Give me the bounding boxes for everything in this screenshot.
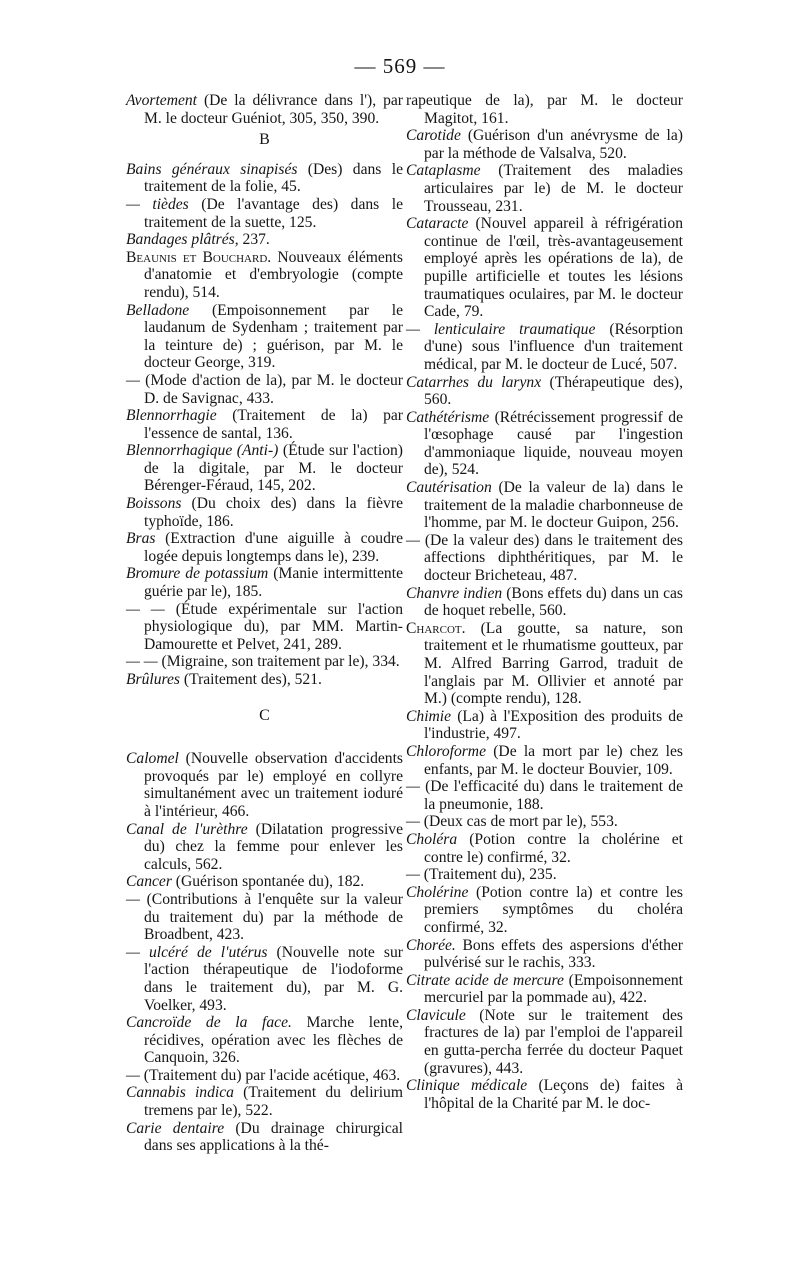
- index-entry: [126, 530, 403, 565]
- entry-heading: Calomel: [126, 750, 179, 768]
- entry-text: (Empoisonnement par le laudanum de Sydenham ; traitement par la teinture de) ; guérison, par M. le docteur George, 319.: [144, 301, 403, 372]
- entry-heading: —: [126, 1066, 140, 1084]
- entry-heading: Blennorrhagique (Anti-): [126, 442, 279, 460]
- entry-heading: —: [406, 866, 420, 884]
- entry-text: (Thérapeutique des), 560.: [424, 373, 683, 409]
- entry-text: (Guérison spontanée du), 182.: [171, 873, 365, 891]
- entry-text: (Deux cas de mort par le), 553.: [419, 813, 618, 831]
- entry-text: rapeutique de la), par M. le docteur Magitot, 161.: [406, 92, 683, 127]
- entry-text: (Traitement du delirium tremens par le), 522.: [144, 1084, 403, 1120]
- index-entry: [126, 1120, 403, 1155]
- entry-text: Marche lente, récidives, opération avec les flèches de Canquoin, 326.: [144, 1014, 403, 1067]
- entry-heading: —: [406, 778, 420, 796]
- entry-heading: Cataplasme: [406, 162, 481, 180]
- index-entry: [126, 196, 403, 231]
- index-entry: [406, 127, 683, 162]
- index-entry: [406, 778, 683, 813]
- entry-text: (Traitement de la) par l'essence de santal, 136.: [144, 407, 403, 442]
- entry-heading: Cautérisation: [406, 479, 492, 497]
- entry-heading: Bains généraux sinapisés: [126, 160, 298, 178]
- index-entry: [126, 1014, 403, 1067]
- entry-heading: —: [126, 371, 140, 389]
- entry-text: (De l'efficacité du) dans le traitement de la pneumonie, 188.: [419, 778, 683, 813]
- entry-text: (Traitement des), 521.: [180, 671, 322, 688]
- entry-text: (De la valeur des) dans le traitement des affections diphthéritiques, par M. le docteur Bricheteau, 487.: [419, 531, 683, 585]
- entry-heading: Chimie: [406, 707, 452, 725]
- index-entry: [406, 374, 683, 409]
- entry-heading: Chorée.: [406, 936, 456, 954]
- entry-text: (Traitement des maladies articulaires par le) de M. le docteur Trousseau, 231.: [424, 162, 683, 215]
- index-entry: [406, 972, 683, 1007]
- entry-heading: Beaunis et Bouchard.: [126, 248, 272, 266]
- index-entry: [406, 708, 683, 743]
- entry-heading: Cancroïde de la face.: [126, 1014, 292, 1032]
- index-entry: [406, 1007, 683, 1077]
- index-entry: [126, 944, 403, 1014]
- entry-text: (Extraction d'une aiguille à coudre logée depuis longtemps dans le), 239.: [144, 530, 403, 565]
- index-entry: [406, 162, 683, 215]
- entry-text: (Des) dans le traitement de la folie, 45.: [144, 160, 403, 196]
- entry-text: Bons effets des aspersions d'éther pulvérisé sur le rachis, 333.: [424, 936, 683, 972]
- entry-heading: —: [406, 813, 420, 831]
- entry-heading: Cancer: [126, 873, 172, 891]
- spacer: [126, 689, 403, 703]
- index-entry: [126, 161, 403, 196]
- index-entry: [126, 372, 403, 407]
- entry-text: (Note sur le traitement des fractures de la) par l'emploi de l'appareil en gutta-percha ferrée du docteur Paquet (gravures), 443.: [424, 1006, 683, 1077]
- entry-heading: —: [126, 890, 140, 908]
- entry-heading: Chanvre indien: [406, 584, 503, 602]
- entry-text: (Étude expérimentale sur l'action physiologique du), par MM. Martin-Damourette et Pelvet, 241, 289.: [144, 600, 403, 653]
- index-entry: [406, 813, 683, 831]
- index-entry: [126, 821, 403, 874]
- index-entry: [406, 620, 683, 708]
- index-entry: [126, 92, 403, 127]
- entry-text: (Nouvelle note sur l'action thérapeutique de l'iodoforme dans le traitement du), par M. G. Voelker, 493.: [144, 943, 403, 1014]
- index-entry: [126, 601, 403, 654]
- entry-heading: Bromure de potassium: [126, 565, 269, 583]
- page-number: — 569 —: [354, 54, 446, 78]
- entry-heading: Cathétérisme: [406, 408, 490, 426]
- entry-text: (De la délivrance dans l'), par M. le docteur Guéniot, 305, 350, 390.: [144, 92, 403, 127]
- entry-text: (Leçons de) faites à l'hôpital de la Charité par M. le doc-: [424, 1077, 683, 1112]
- entry-text: (Mode d'action de la), par M. le docteur D. de Savignac, 433.: [139, 371, 403, 407]
- entry-text: (Résorption d'une) sous l'influence d'un traitement médical, par M. le docteur de Lucé, 507.: [424, 320, 684, 373]
- index-entry: [126, 442, 403, 495]
- entry-text: (Contributions à l'enquête sur la valeur du traitement du) par la méthode de Broadbent, 423.: [139, 890, 403, 944]
- entry-text: (Nouvelle observation d'accidents provoqués par le) employé en collyre simultanément avec un traitement ioduré à l'intérieur, 466.: [144, 750, 403, 820]
- index-entry: [406, 215, 683, 321]
- index-entry: [406, 866, 683, 884]
- entry-heading: — —: [126, 653, 158, 671]
- entry-text: (Potion contre la) et contre les premiers symptômes du choléra confirmé, 32.: [424, 883, 683, 936]
- index-entry: [406, 409, 683, 479]
- entry-heading: Blennorrhagie: [126, 407, 217, 425]
- spacer: [126, 736, 403, 750]
- entry-heading: — ulcéré de l'utérus: [126, 943, 268, 961]
- entry-text: (Bons effets du) dans un cas de hoquet rebelle, 560.: [424, 584, 684, 620]
- index-column-right: [406, 92, 683, 1112]
- index-entry: [126, 653, 403, 671]
- entry-heading: Bandages plâtrés: [126, 231, 235, 249]
- index-entry: [406, 479, 683, 532]
- index-entry: [126, 750, 403, 820]
- entry-heading: Avortement: [126, 92, 198, 109]
- entry-text: (De la mort par le) chez les enfants, par M. le docteur Bouvier, 109.: [424, 742, 683, 778]
- entry-text: (La) à l'Exposition des produits de l'industrie, 497.: [424, 707, 683, 743]
- entry-text: (Du drainage chirurgical dans ses applications à la thé-: [144, 1119, 403, 1155]
- entry-heading: Clavicule: [406, 1006, 466, 1024]
- entry-heading: Carotide: [406, 127, 461, 145]
- entry-text: (Dilatation progressive du) chez la femme pour enlever les calculs, 562.: [144, 820, 403, 873]
- entry-heading: Bras: [126, 530, 156, 548]
- entry-text: (Traitement du) par l'acide acétique, 463.: [139, 1066, 401, 1084]
- entry-text: (Rétrécissement progressif de l'œsophage causé par l'ingestion d'ammoniaque liquide, nouveau moyen de), 524.: [424, 408, 683, 479]
- index-entry: [126, 565, 403, 600]
- entry-heading: Choléra: [406, 830, 458, 848]
- index-entry: [406, 884, 683, 937]
- entry-heading: Chloroforme: [406, 742, 486, 760]
- index-entry: [126, 407, 403, 442]
- entry-text: (Étude sur l'action) de la digitale, par M. le docteur Bérenger-Féraud, 145, 202.: [144, 442, 403, 495]
- index-entry: [406, 1077, 683, 1112]
- index-entry: [126, 1067, 403, 1085]
- entry-text: (Nouvel appareil à réfrigération continue de l'œil, très-avantageusement employé après les opérations de la), de pupille artificielle et toutes les lésions traumatiques oculaires, par M. le docteur Cade, 79.: [424, 215, 683, 321]
- section-letter: C: [259, 706, 270, 724]
- entry-heading: Brûlures: [126, 671, 180, 688]
- entry-heading: Boissons: [126, 495, 182, 513]
- entry-text: (Migraine, son traitement par le), 334.: [157, 653, 400, 671]
- entry-heading: Catarrhes du larynx: [406, 373, 542, 391]
- entry-text: (Manie intermittente guérie par le), 185.: [144, 565, 403, 601]
- index-entry: [126, 671, 403, 689]
- entry-text: (De la valeur de la) dans le traitement de la maladie charbonneuse de l'homme, par M. le docteur Guipon, 256.: [424, 479, 683, 532]
- index-entry: [406, 532, 683, 585]
- entry-text: (Traitement du), 235.: [419, 866, 557, 884]
- index-entry: [126, 891, 403, 944]
- entry-text: Nouveaux éléments d'anatomie et d'embryologie (compte rendu), 514.: [144, 248, 403, 301]
- index-entry: [406, 321, 683, 374]
- entry-heading: Charcot.: [406, 619, 466, 637]
- entry-text: (Potion contre la cholérine et contre le) confirmé, 32.: [424, 830, 683, 866]
- entry-text: (Guérison d'un anévrysme de la) par la méthode de Valsalva, 520.: [424, 127, 683, 162]
- index-entry: [126, 302, 403, 372]
- entry-heading: — tièdes: [126, 195, 189, 213]
- section-letter: B: [259, 131, 270, 149]
- index-entry: [126, 1084, 403, 1119]
- entry-heading: —: [406, 531, 420, 549]
- entry-heading: Carie dentaire: [126, 1119, 225, 1137]
- index-entry: [126, 249, 403, 302]
- entry-heading: Cholérine: [406, 883, 469, 901]
- index-column-left: [126, 92, 403, 1155]
- entry-text: (La goutte, sa nature, son traitement et le rhumatisme goutteux, par M. Alfred Barring Garrod, traduit de l'anglais par M. Ollivier et annoté par M.) (compte rendu), 128.: [424, 619, 683, 708]
- entry-heading: Citrate acide de mercure: [406, 971, 564, 989]
- entry-heading: — lenticulaire traumatique: [406, 320, 596, 338]
- entry-heading: Canal de l'urèthre: [126, 820, 248, 838]
- entry-heading: Belladone: [126, 301, 190, 319]
- index-entry: [406, 937, 683, 972]
- entry-heading: Clinique médicale: [406, 1077, 528, 1095]
- entry-heading: Cataracte: [406, 215, 469, 233]
- index-entry: [406, 585, 683, 620]
- index-entry: [126, 231, 403, 249]
- entry-heading: Cannabis indica: [126, 1084, 234, 1102]
- index-entry: [406, 831, 683, 866]
- entry-heading: — —: [126, 600, 165, 618]
- entry-text: , 237.: [234, 231, 270, 249]
- entry-text: (Empoisonnement mercuriel par la pommade au), 422.: [424, 971, 684, 1007]
- entry-text: (De l'avantage des) dans le traitement de la suette, 125.: [144, 195, 404, 231]
- index-entry: [126, 873, 403, 891]
- index-entry: [406, 743, 683, 778]
- index-entry: [126, 495, 403, 530]
- index-entry-continuation: [406, 92, 683, 127]
- entry-text: (Du choix des) dans la fièvre typhoïde, 186.: [144, 495, 403, 530]
